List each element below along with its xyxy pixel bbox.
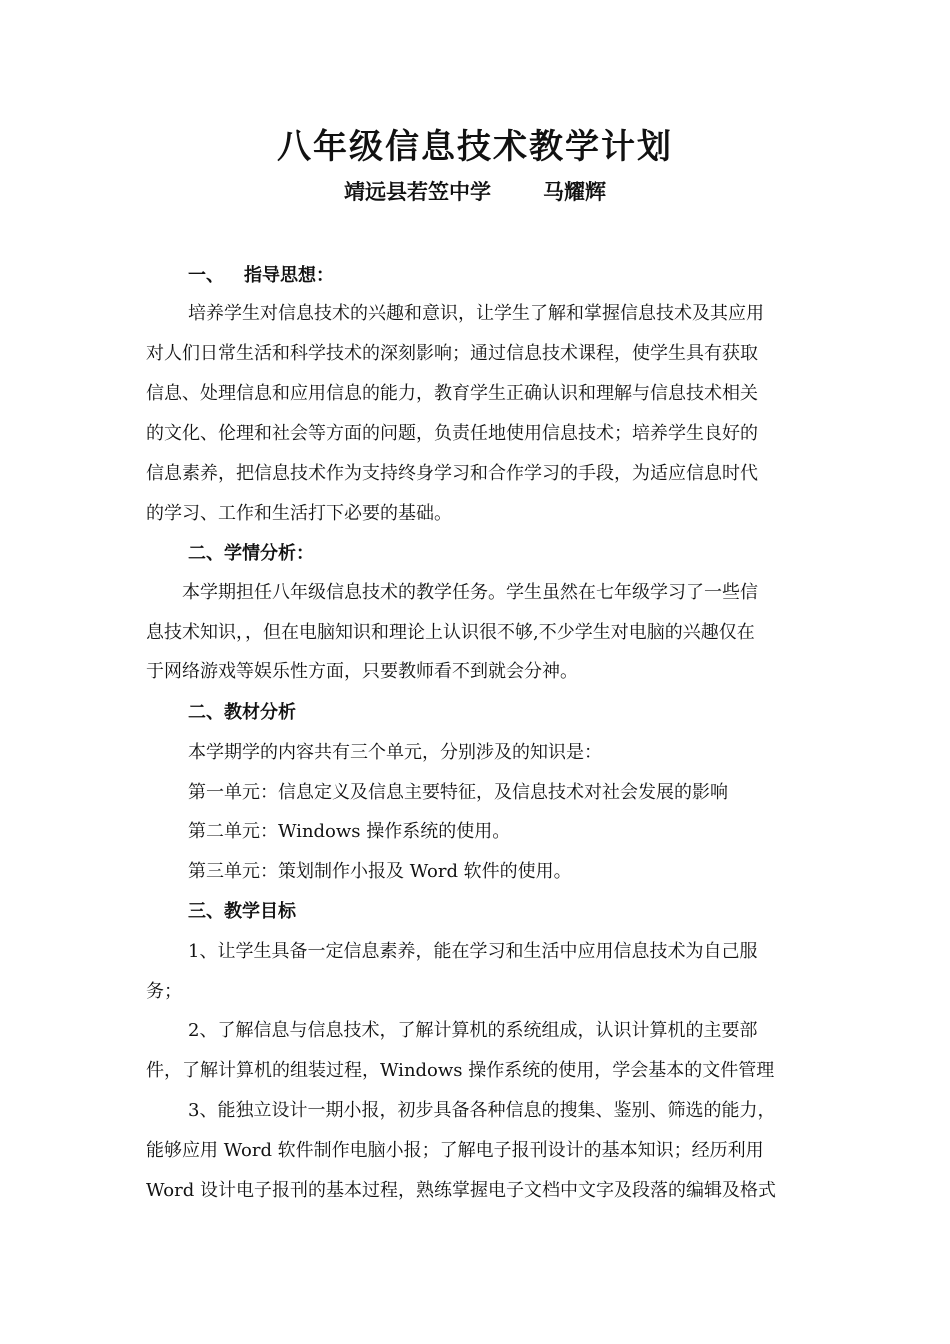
paragraph-line: 的学习、工作和生活打下必要的基础。 xyxy=(146,503,452,524)
goal-line: 能够应用 Word 软件制作电脑小报；了解电子报刊设计的基本知识；经历利用 xyxy=(146,1140,764,1161)
school-name: 靖远县若笠中学 xyxy=(344,179,491,204)
paragraph-line: 息技术知识，，但在电脑知识和理论上认识很不够,不少学生对电脑的兴趣仅在 xyxy=(146,622,755,643)
paragraph-line: 于网络游戏等娱乐性方面，只要教师看不到就会分神。 xyxy=(146,661,578,682)
goal-line: Word 设计电子报刊的基本过程，熟练掌握电子文档中文字及段落的编辑及格式 xyxy=(146,1180,776,1201)
unit-line: 第三单元：策划制作小报及 Word 软件的使用。 xyxy=(188,861,572,882)
goal-line: 1、让学生具备一定信息素养，能在学习和生活中应用信息技术为自己服 xyxy=(188,941,758,962)
goal-line: 2、了解信息与信息技术，了解计算机的系统组成，认识计算机的主要部 xyxy=(188,1020,758,1041)
section-number: 一、 xyxy=(188,265,224,286)
goal-line: 件，了解计算机的组装过程，Windows 操作系统的使用，学会基本的文件管理 xyxy=(146,1060,775,1081)
paragraph-line: 信息、处理信息和应用信息的能力，教育学生正确认识和理解与信息技术相关 xyxy=(146,383,758,404)
byline xyxy=(0,176,950,208)
unit-line: 第一单元：信息定义及信息主要特征，及信息技术对社会发展的影响 xyxy=(188,782,728,803)
paragraph-line: 的文化、伦理和社会等方面的问题，负责任地使用信息技术；培养学生良好的 xyxy=(146,423,758,444)
section-heading-2: 二、学情分析： xyxy=(188,543,314,564)
paragraph-line: 本学期学的内容共有三个单元，分别涉及的知识是： xyxy=(188,742,602,763)
paragraph-line: 本学期担任八年级信息技术的教学任务。学生虽然在七年级学习了一些信 xyxy=(182,582,758,603)
section-title: 指导思想： xyxy=(244,265,334,286)
paragraph-line: 培养学生对信息技术的兴趣和意识，让学生了解和掌握信息技术及其应用 xyxy=(188,303,764,324)
unit-line: 第二单元：Windows 操作系统的使用。 xyxy=(188,821,511,842)
paragraph-line: 对人们日常生活和科学技术的深刻影响；通过信息技术课程，使学生具有获取 xyxy=(146,343,758,364)
section-heading-1 xyxy=(188,263,852,289)
section-heading-4: 三、教学目标 xyxy=(188,901,296,922)
goal-line: 务； xyxy=(146,981,182,1002)
document-title: 八年级信息技术教学计划 xyxy=(277,127,673,167)
goal-line: 3、能独立设计一期小报，初步具备各种信息的搜集、鉴别、筛选的能力， xyxy=(188,1100,776,1121)
section-heading-3: 二、教材分析 xyxy=(188,702,296,723)
paragraph-line: 信息素养，把信息技术作为支持终身学习和合作学习的手段，为适应信息时代 xyxy=(146,463,758,484)
author-name: 马耀辉 xyxy=(543,179,606,204)
